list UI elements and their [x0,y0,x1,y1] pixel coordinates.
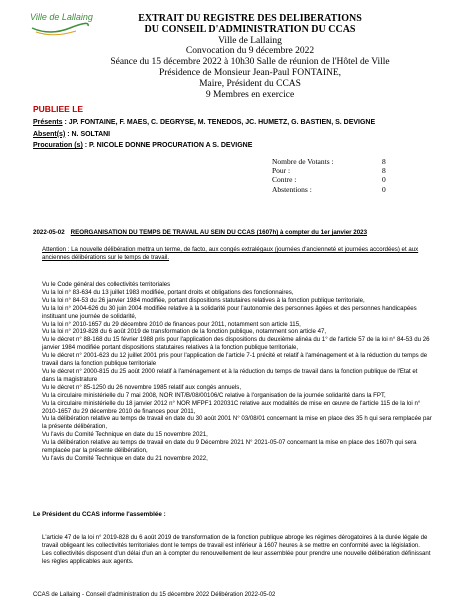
vu-line: Vu la délibération relative au temps de travail en date du 9 Décembre 2021 N° 2021-05-07 concernant la mise en place des 1607h qui sera remplacée par la présente délibération, [42,439,417,455]
agenda-number: 2022-05-02 [33,229,65,236]
procuration-label: Procuration (s) [33,142,83,149]
attention-paragraph [42,246,432,262]
vote-label: Abstentions : [272,184,312,194]
article-paragraphs [42,534,432,566]
vu-line: Vu la loi n° 84-53 du 26 janvier 1984 modifiée, portant dispositions statutaires relatives à la fonction publique territoriale, [42,296,365,304]
presents-row [33,117,433,129]
absents-row [33,129,433,141]
article-paragraph: L'article 47 de la loi n° 2019-828 du 6 août 2019 de transformation de la fonction publique abroge les régimes dérogatoires à la durée légale de travail obligeant les collectivités territoriales dont le temps de travail est inférieur à 1607 heures à se mettre en conformité avec la législation. [42,534,428,549]
header-members: 9 Membres en exercice [205,89,295,100]
header-town: Ville de Lallaing [218,35,282,46]
agenda-title: REORGANISATION DU TEMPS DE TRAVAIL AU SEIN DU CCAS (1607h) à compter du 1er janvier 2023 [70,229,368,236]
vote-row [272,185,392,194]
vu-line: Vu la circulaire ministérielle du 18 janvier 2012 n° NOR MFPF1 202031C relative aux modalités de mise en œuvre de l'article 115 de la loi n° 2010-1657 du 29 décembre 2010 de finances pour 2011, [42,399,421,415]
votes-table [272,157,392,194]
vu-line: Vu le décret n° 2000-815 du 25 août 2000 relatif à l'aménagement et à la réduction du temps de travail dans la fonction publique de l'Etat et dans la magistrature [42,367,418,383]
attention-text: Attention : La nouvelle délibération mettra un terme, de facto, aux congés extralégaux (journées d'ancienneté et journées accordées) et aux anciennes délibérations sur le temps de travail. [42,246,419,261]
president-heading: Le Président du CCAS informe l'assemblée : [33,511,166,518]
article-paragraph: Les collectivités disposent d'un délai d'un an à compter du renouvellement de leur assemblée pour prendre une nouvelle délibération définissant les règles applicables aux agents. [42,549,431,565]
header-title-line2: DU CONSEIL D'ADMINISTRATION DU CCAS [144,23,356,35]
vu-line: Vu le décret n° 88-168 du 15 février 1988 pris pour l'application des dispositions du deuxième alinéa du 1° de l'article 57 de la loi n° 84-53 du 26 janvier 1984 modifiée portant dispositions statutaires relatives à la fonction publique territoriale, [42,336,430,352]
header-role: Maire, Président du CCAS [199,78,301,89]
document-header [100,14,400,100]
vote-value: 8 [382,157,386,166]
vu-line: Vu la loi n° 2004-626 du 30 juin 2004 modifiée relative à la solidarité pour l'autonomie des personnes âgées et des personnes handicapées instituant une journée de solidarité, [42,304,417,320]
absents-value: : N. SOLTANI [65,130,111,138]
vu-line: Vu l'avis du Comité Technique en date du 15 novembre 2021, [42,431,208,439]
page-footer: CCAS de Lallaing - Conseil d'administration du 15 décembre 2022 Délibération 2022-05-02 [33,592,276,598]
vu-line: Vu la circulaire ministérielle du 7 mai 2008, NOR INT/B/08/00106/C relative à l'organisation de la journée solidarité dans la FPT, [42,391,386,399]
vote-value: 0 [382,175,386,185]
vote-row [272,157,392,166]
vu-line: Vu la loi n° 83-634 du 13 juillet 1983 modifiée, portant droits et obligations des fonctionnaires, [42,288,294,296]
vu-line: Vu le Code général des collectivités territoriales [42,281,171,288]
logo-text: Ville de Lallaing [30,12,93,22]
vu-list [42,281,432,463]
vu-line: Vu la délibération relative au temps de travail en date du 30 août 2001 N° 03/08/01 concernant la mise en place des 35 h qui sera remplacée par la présente délibération, [42,415,432,431]
vu-line: Vu le décret n° 2001-623 du 12 juillet 2001 pris pour l'application de l'article 7-1 précité et relatif à l'aménagement et à la réduction du temps de travail dans la fonction publique territoriale [42,352,428,368]
header-presidence: Présidence de Monsieur Jean-Paul FONTAINE, [158,67,342,78]
vu-line: Vu la loi n° 2019-828 du 6 août 2019 de transformation de la fonction publique, notamment son article 47, [42,328,327,336]
agenda-item [33,229,433,236]
vote-label: Contre : [272,175,297,185]
header-title-line1: EXTRAIT DU REGISTRE DES DELIBERATIONS [138,13,362,24]
header-convocation: Convocation du 9 décembre 2022 [185,46,315,57]
vote-row [272,175,392,184]
logo-swoosh-icon [30,22,90,36]
procuration-row [33,140,433,152]
publie-label: PUBLIEE LE [33,104,84,114]
absents-label: Absent(s) [33,130,66,138]
vu-line: Vu le décret n° 85-1250 du 26 novembre 1985 relatif aux congés annuels, [42,383,242,391]
procuration-value: : P. NICOLE DONNE PROCURATION A S. DEVIGNE [82,142,253,149]
presents-value: : JP. FONTAINE, F. MAES, C. DEGRYSE, M. TENEDOS, JC. HUMETZ, G. BASTIEN, S. DEVIGNE [62,119,376,126]
vu-line: Vu l'avis du Comité Technique en date du 21 novembre 2022, [42,454,208,462]
vu-line: Vu la loi n° 2010-1657 du 29 décembre 2010 de finances pour 2011, notamment son article 115, [42,320,301,328]
town-logo [30,8,93,36]
attendance-block [33,117,433,152]
header-seance: Séance du 15 décembre 2022 à 10h30 Salle de réunion de l'Hôtel de Ville [110,57,390,68]
vote-value: 0 [382,184,386,194]
vote-row [272,166,392,175]
vote-value: 8 [382,166,386,176]
vote-label: Pour : [272,166,291,176]
presents-label: Présents [33,119,63,126]
vote-label: Nombre de Votants : [272,157,334,166]
